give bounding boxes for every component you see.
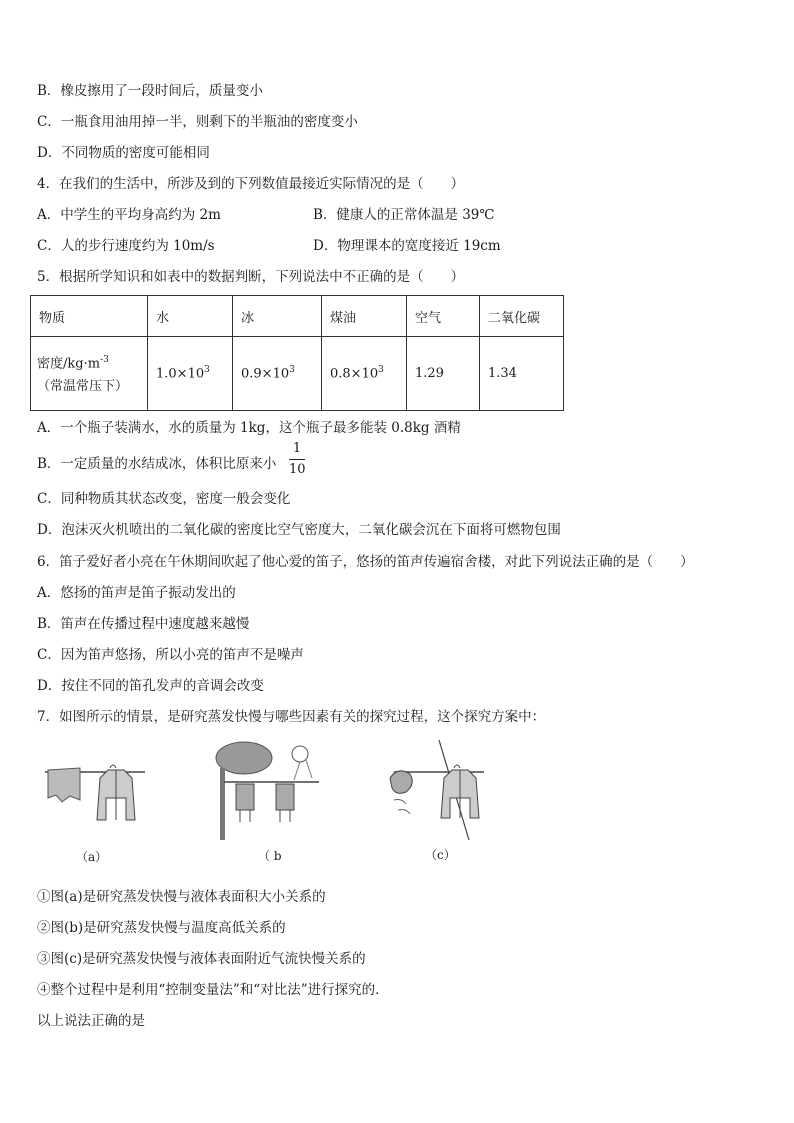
row-label-exponent: -3 [100,355,109,366]
table-header-row [31,296,564,337]
row-label-condition: （常温常压下） [37,378,129,394]
fraction-denominator: 10 [289,462,306,477]
q5-option-d: D．泡沫灭火机喷出的二氧化碳的密度比空气密度大，二氧化碳会沉在下面将可燃物包围 [37,522,561,538]
q5-option-b: B．一定质量的水结成冰，体积比原来小 [37,456,277,472]
table-cell: $0.9\times 10^3$ [233,337,322,411]
q6-stem: 6．笛子爱好者小亮在午休期间吹起了他心爱的笛子，悠扬的笛声传遍宿舍楼，对此下列说法正确的是（ ） [37,554,694,570]
q4-option-a: A．中学生的平均身高约为 2m [37,207,221,223]
q5-stem: 5．根据所学知识和如表中的数据判断，下列说法中不正确的是（ ） [37,269,465,285]
q4-option-b: B．健康人的正常体温是 39℃ [313,207,495,223]
q6-option-b: B．笛声在传播过程中速度越来越慢 [37,616,250,632]
figure-b-caption: （ b [258,849,282,863]
table-header-cell: 水 [148,296,233,337]
statement-3: ③图(c)是研究蒸发快慢与液体表面附近气流快慢关系的 [37,951,366,967]
table-row-label [31,337,148,411]
figure-c-illustration [384,740,494,840]
fraction-numerator: 1 [292,441,302,456]
q6-option-a: A．悠扬的笛声是笛子振动发出的 [37,585,236,601]
table-cell: 1.34 [480,337,564,411]
figure-a-caption: （a） [76,850,108,864]
fraction-bar [289,459,305,460]
statement-1: ①图(a)是研究蒸发快慢与液体表面积大小关系的 [37,889,326,905]
table-row [31,337,564,411]
q3-option-d: D．不同物质的密度可能相同 [37,145,210,161]
table-header-cell: 空气 [407,296,480,337]
figure-a-illustration [40,740,150,840]
q4-option-c: C．人的步行速度约为 10m/s [37,238,215,254]
table-header-cell: 物质 [31,296,148,337]
figure-c-caption: （c） [425,848,456,862]
q4-option-d: D．物理课本的宽度接近 19cm [313,238,501,254]
q7-stem: 7．如图所示的情景，是研究蒸发快慢与哪些因素有关的探究过程，这个探究方案中： [37,709,546,725]
density-table [30,295,564,411]
statement-4: ④整个过程中是利用“控制变量法”和“对比法”进行探究的． [37,982,389,998]
table-cell: $1.0\times 10^3$ [148,337,233,411]
fraction-one-tenth [289,441,305,478]
q5-option-c: C．同种物质其状态改变，密度一般会变化 [37,491,291,507]
q4-stem: 4．在我们的生活中，所涉及到的下列数值最接近实际情况的是（ ） [37,176,465,192]
q5-option-a: A．一个瓶子装满水，水的质量为 1kg，这个瓶子最多能装 0.8kg 酒精 [37,420,461,436]
table-header-cell: 二氧化碳 [480,296,564,337]
figure-b-illustration [214,740,324,840]
statement-2: ②图(b)是研究蒸发快慢与温度高低关系的 [37,920,286,936]
table-header-cell: 煤油 [322,296,407,337]
table-cell: $0.8\times 10^3$ [322,337,407,411]
q6-option-d: D．按住不同的笛孔发声的音调会改变 [37,678,264,694]
q6-option-c: C．因为笛声悠扬，所以小亮的笛声不是噪声 [37,647,304,663]
table-cell: 1.29 [407,337,480,411]
conclusion-prompt: 以上说法正确的是 [37,1013,145,1029]
row-label-unit: 密度/kg·m [37,356,101,372]
q3-option-c: C．一瓶食用油用掉一半，则剩下的半瓶油的密度变小 [37,114,358,130]
q3-option-b: B．橡皮擦用了一段时间后，质量变小 [37,83,263,99]
table-header-cell: 冰 [233,296,322,337]
